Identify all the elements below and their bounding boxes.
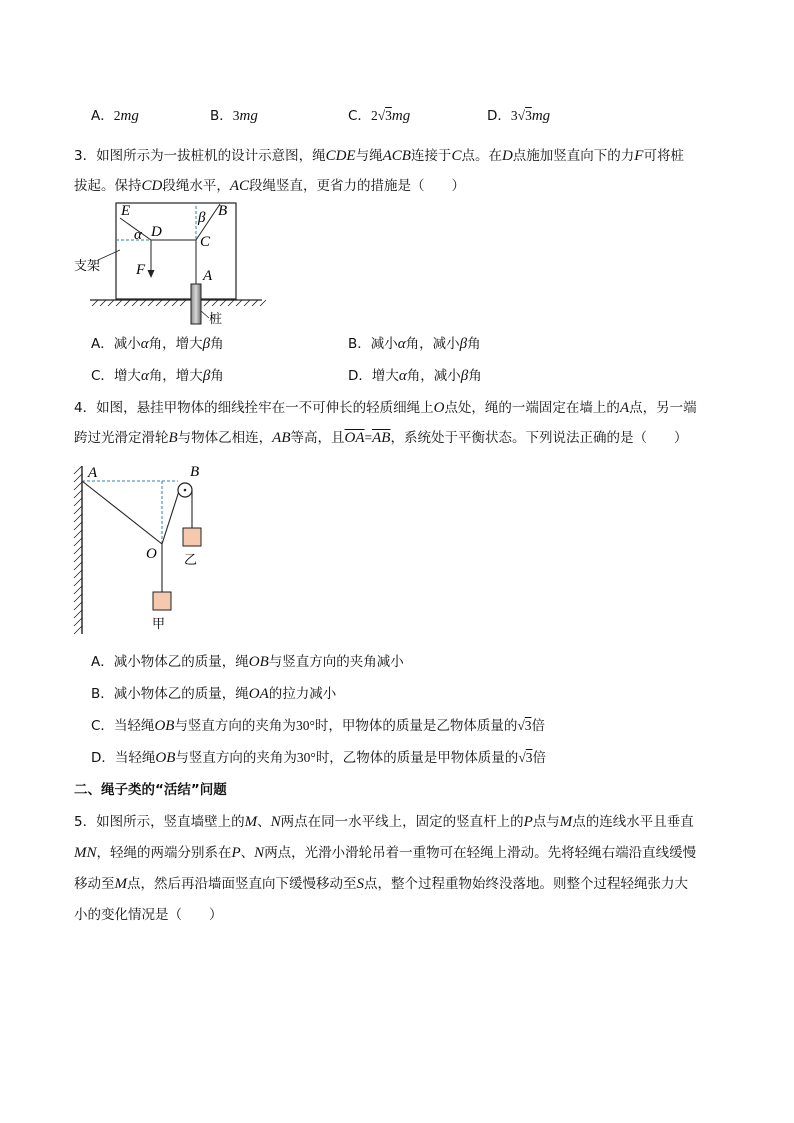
pulley-axle [184, 489, 187, 492]
label-alpha: α [134, 227, 142, 243]
sqrt-sign: √ [517, 108, 526, 123]
ground-hatch [92, 300, 266, 306]
sqrt-sign: √ [377, 108, 386, 123]
q5-stem-line-3: 移动至M点，然后再沿墙面竖直向下缓慢移动至S点，整个过程重物始终没落地。则整个过程轻绳张力大 [74, 876, 688, 892]
q4-figure [66, 458, 226, 638]
q4-option-b[interactable]: B．减小物体乙的质量，绳OA的拉力减小 [91, 686, 337, 702]
q3-option-a[interactable]: A．减小α角，增大β角 [91, 336, 224, 352]
q3-option-d[interactable]: D．增大α角，减小β角 [348, 368, 482, 384]
label-jia: 甲 [152, 617, 166, 632]
label-beta: β [198, 210, 206, 226]
section-heading: 二、绳子类的“活结”问题 [74, 782, 227, 798]
q4-option-c[interactable]: C．当轻绳OB与竖直方向的夹角为30°时，甲物体的质量是乙物体质量的√3倍 [91, 718, 546, 734]
q2-option-a[interactable]: A．2mg [91, 108, 139, 124]
rope-ao [82, 481, 162, 544]
force-f-arrowhead [148, 270, 155, 278]
sqrt-sign: √ [518, 750, 526, 765]
rope-ob [162, 491, 179, 544]
label-support: 支架 [74, 259, 101, 274]
label-a: A [88, 465, 98, 481]
pile [191, 284, 201, 324]
sqrt-sign: √ [517, 718, 525, 733]
q3-option-b[interactable]: B．减小α角，减小β角 [348, 336, 481, 352]
label-pile: 桩 [209, 312, 223, 327]
label-f: F [136, 262, 146, 278]
label-a: A [203, 268, 213, 284]
q3-stem-line-1: 3．如图所示为一拔桩机的设计示意图，绳CDE与绳ACB连接于C点。在D点施加竖直向下的力F可将桩 [74, 148, 684, 164]
block-yi [183, 528, 201, 546]
label-yi: 乙 [184, 553, 198, 568]
label-c: C [200, 234, 211, 250]
q3-option-c[interactable]: C．增大α角，增大β角 [91, 368, 224, 384]
q3-stem-line-2: 拔起。保持CD段绳水平，AC段绳竖直，更省力的措施是（ ） [74, 178, 466, 194]
label-d: D [151, 224, 162, 240]
wall-hatch [74, 466, 82, 634]
pile-leader-line [201, 311, 209, 318]
q4-stem-line-2: 跨过光滑定滑轮B与物体乙相连，AB等高，且$\overline{OA}=\overline{AB}$，系统处于平衡状态。下列说法正确的是（ ） [74, 430, 688, 446]
q5-stem-line-4: 小的变化情况是（ ） [74, 907, 223, 923]
q4-option-a[interactable]: A．减小物体乙的质量，绳OB与竖直方向的夹角减小 [91, 654, 404, 670]
q2-option-b[interactable]: B．3mg [210, 108, 258, 124]
label-b: B [218, 203, 228, 219]
label-o: O [146, 546, 157, 562]
q5-stem-line-1: 5．如图所示，竖直墙壁上的M、N两点在同一水平线上，固定的竖直杆上的P点与M点的连线水平且垂直 [74, 814, 694, 830]
q5-stem-line-2: MN，轻绳的两端分别系在P、N两点，光滑小滑轮吊着一重物可在轻绳上滑动。先将轻绳右端沿直线缓慢 [74, 845, 697, 861]
block-jia [153, 592, 171, 610]
q2-option-c[interactable]: C．2√3mg [348, 108, 411, 124]
support-leader-line [98, 250, 120, 260]
q4-stem-line-1: 4．如图，悬挂甲物体的细线拴牢在一不可伸长的轻质细绳上O点处，绳的一端固定在墙上的A点，另一端 [74, 400, 697, 416]
q3-figure [70, 198, 270, 328]
label-b: B [190, 464, 200, 480]
q2-option-d[interactable]: D．3√3mg [487, 108, 551, 124]
label-e: E [121, 203, 131, 219]
q4-option-d[interactable]: D．当轻绳OB与竖直方向的夹角为30°时，乙物体的质量是甲物体质量的√3倍 [91, 750, 546, 766]
